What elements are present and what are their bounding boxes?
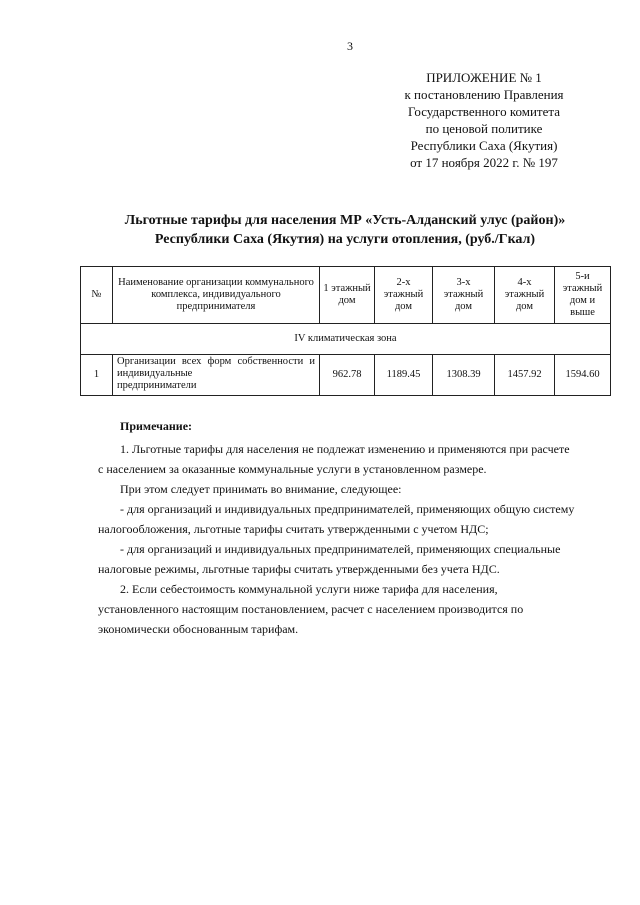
notes-section: [98, 416, 610, 639]
note-paragraph: - для организаций и индивидуальных предпринимателей, применяющих специальные: [120, 542, 561, 556]
document-title-line: Льготные тарифы для населения МР «Усть-Алданский улус (район)»: [124, 213, 566, 228]
note-paragraph: 1. Льготные тарифы для населения не подлежат изменению и применяются при расчете: [120, 442, 570, 456]
tariff-value: 1457.92: [495, 355, 555, 396]
appendix-line: к постановлению Правления: [404, 87, 564, 102]
page-number: 3: [347, 39, 353, 53]
note-paragraph-continuation: налогообложения, льготные тарифы считать утвержденными с учетом НДС;: [98, 522, 489, 536]
column-header: 5-и этажный дом и выше: [555, 267, 611, 324]
column-header: 3-х этажный дом: [433, 267, 495, 324]
organization-name: [113, 355, 320, 396]
column-header: Наименование организации коммунального комплекса, индивидуального предпринимателя: [113, 267, 320, 324]
note-paragraph-continuation: установленного настоящим постановлением, расчет с населением производится по: [98, 602, 524, 616]
zone-row: [81, 324, 611, 355]
appendix-date: от 17 ноября 2022 г. № 197: [410, 155, 558, 170]
document-title: [80, 211, 610, 249]
organization-name-line: предприниматели: [117, 380, 197, 391]
note-paragraph: - для организаций и индивидуальных предпринимателей, применяющих общую систему: [120, 502, 575, 516]
appendix-block: [384, 69, 584, 171]
note-paragraph: При этом следует принимать во внимание, следующее:: [120, 482, 402, 496]
appendix-line: Государственного комитета: [408, 104, 560, 119]
note-paragraph-continuation: с населением за оказанные коммунальные услуги в установленном размере.: [98, 462, 487, 476]
appendix-line: по ценовой политике: [425, 121, 543, 136]
tariff-value: 962.78: [320, 355, 375, 396]
column-header: 1 этажный дом: [320, 267, 375, 324]
note-paragraph-continuation: налоговые режимы, льготные тарифы считать утвержденными без учета НДС.: [98, 562, 500, 576]
tariff-table: [80, 266, 611, 396]
appendix-title: ПРИЛОЖЕНИЕ № 1: [426, 70, 542, 85]
tariff-value: 1594.60: [555, 355, 611, 396]
note-paragraph: 2. Если себестоимость коммунальной услуги ниже тарифа для населения,: [120, 582, 498, 596]
document-title-line: Республики Саха (Якутия) на услуги отопления, (руб./Гкал): [154, 232, 536, 247]
organization-name-line: Организации всех форм собственности и индивидуальные: [117, 356, 315, 379]
appendix-line: Республики Саха (Якутия): [410, 138, 558, 153]
tariff-value: 1189.45: [375, 355, 433, 396]
notes-heading: Примечание:: [120, 419, 193, 433]
tariff-value: 1308.39: [433, 355, 495, 396]
table-row: [81, 355, 611, 396]
table-header-row: [81, 267, 611, 324]
climate-zone-label: IV климатическая зона: [81, 324, 611, 355]
column-header: №: [81, 267, 113, 324]
row-number: 1: [81, 355, 113, 396]
column-header: 4-х этажный дом: [495, 267, 555, 324]
column-header: 2-х этажный дом: [375, 267, 433, 324]
note-paragraph-continuation: экономически обоснованным тарифам.: [98, 622, 299, 636]
